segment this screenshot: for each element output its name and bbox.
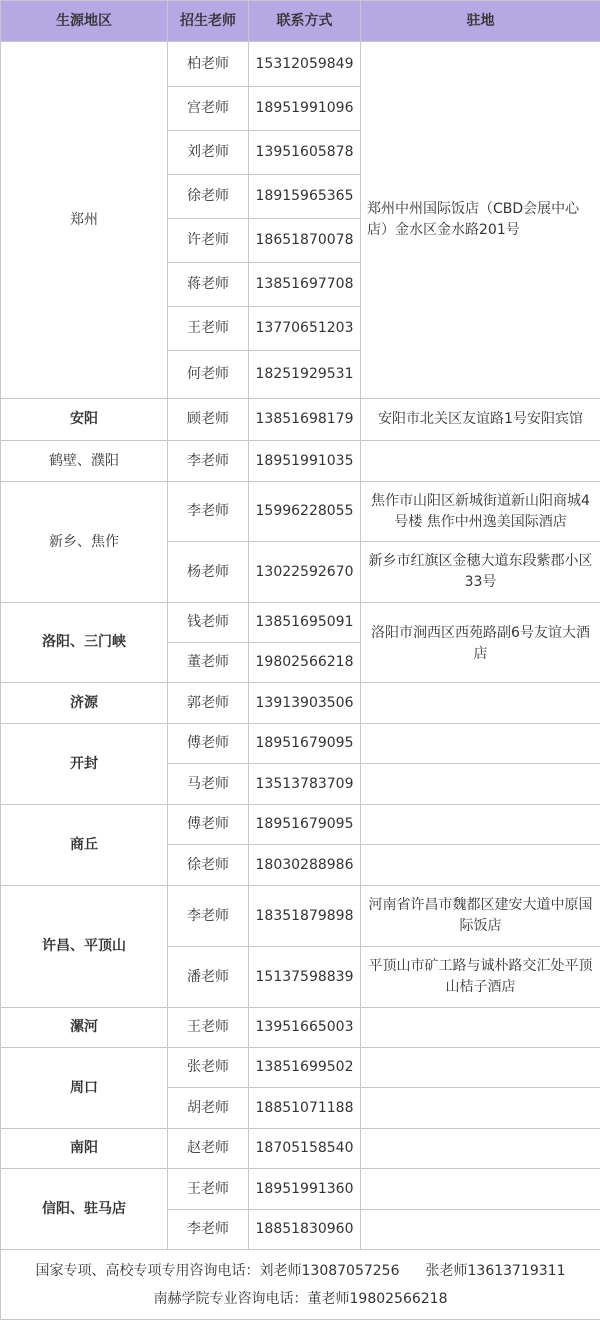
- teacher-cell: 柏老师: [168, 42, 249, 87]
- table-row: [1, 1129, 600, 1169]
- header-phone: 联系方式: [249, 1, 361, 42]
- phone-cell: 15996228055: [249, 482, 361, 542]
- notes-cell: [1, 1250, 600, 1320]
- region-cell: 开封: [1, 724, 168, 805]
- address-cell: [361, 764, 600, 805]
- table-row: [1, 441, 600, 482]
- address-cell: [361, 1129, 600, 1169]
- phone-cell: 18651870078: [249, 219, 361, 263]
- region-cell: 安阳: [1, 399, 168, 441]
- header-teacher: 招生老师: [168, 1, 249, 42]
- phone-cell: 13851695091: [249, 603, 361, 643]
- address-cell: 郑州中州国际饭店（CBD会展中心店）金水区金水路201号: [361, 42, 600, 399]
- address-cell: [361, 724, 600, 764]
- phone-cell: 18951679095: [249, 724, 361, 764]
- teacher-cell: 胡老师: [168, 1088, 249, 1129]
- table-row: [1, 1169, 600, 1210]
- phone-cell: 15137598839: [249, 947, 361, 1008]
- special-consult-line: [5, 1257, 596, 1285]
- teacher-cell: 董老师: [168, 643, 249, 683]
- teacher-cell: 傅老师: [168, 724, 249, 764]
- phone-cell: 13770651203: [249, 307, 361, 351]
- teacher-cell: 李老师: [168, 1210, 249, 1250]
- table-header-row: [1, 1, 600, 42]
- table-row: [1, 1048, 600, 1088]
- table-row: [1, 482, 600, 542]
- region-cell: 漯河: [1, 1008, 168, 1048]
- table-row: [1, 399, 600, 441]
- teacher-cell: 王老师: [168, 1008, 249, 1048]
- teacher-cell: 李老师: [168, 441, 249, 482]
- region-cell: 郑州: [1, 42, 168, 399]
- table-row: [1, 683, 600, 724]
- phone-cell: 18351879898: [249, 886, 361, 947]
- teacher-cell: 徐老师: [168, 845, 249, 886]
- phone-cell: 18951679095: [249, 805, 361, 845]
- special-consult-text-b: 张老师13613719311: [425, 1262, 566, 1279]
- phone-cell: 13951665003: [249, 1008, 361, 1048]
- teacher-cell: 杨老师: [168, 542, 249, 603]
- region-cell: 济源: [1, 683, 168, 724]
- address-cell: [361, 683, 600, 724]
- region-cell: 信阳、驻马店: [1, 1169, 168, 1250]
- phone-cell: 18030288986: [249, 845, 361, 886]
- phone-cell: 13913903506: [249, 683, 361, 724]
- header-address: 驻地: [361, 1, 600, 42]
- table-row: [1, 42, 600, 87]
- teacher-cell: 刘老师: [168, 131, 249, 175]
- teacher-cell: 许老师: [168, 219, 249, 263]
- phone-cell: 18951991035: [249, 441, 361, 482]
- region-cell: 南阳: [1, 1129, 168, 1169]
- phone-cell: 13851699502: [249, 1048, 361, 1088]
- region-cell: 周口: [1, 1048, 168, 1129]
- teacher-cell: 蒋老师: [168, 263, 249, 307]
- teacher-cell: 钱老师: [168, 603, 249, 643]
- address-cell: 河南省许昌市魏都区建安大道中原国际饭店: [361, 886, 600, 947]
- address-cell: [361, 805, 600, 845]
- teacher-cell: 宫老师: [168, 87, 249, 131]
- phone-cell: 13513783709: [249, 764, 361, 805]
- phone-cell: 13951605878: [249, 131, 361, 175]
- nanhe-consult-line: 南赫学院专业咨询电话：董老师19802566218: [153, 1290, 448, 1307]
- phone-cell: 18705158540: [249, 1129, 361, 1169]
- teacher-cell: 马老师: [168, 764, 249, 805]
- teacher-cell: 张老师: [168, 1048, 249, 1088]
- phone-cell: 13851698179: [249, 399, 361, 441]
- address-cell: 洛阳市涧西区西苑路副6号友谊大酒店: [361, 603, 600, 683]
- teacher-cell: 李老师: [168, 482, 249, 542]
- teacher-cell: 郭老师: [168, 683, 249, 724]
- address-cell: 安阳市北关区友谊路1号安阳宾馆: [361, 399, 600, 441]
- teacher-cell: 顾老师: [168, 399, 249, 441]
- address-cell: [361, 1008, 600, 1048]
- region-cell: 洛阳、三门峡: [1, 603, 168, 683]
- phone-cell: 18851830960: [249, 1210, 361, 1250]
- phone-cell: 13022592670: [249, 542, 361, 603]
- region-cell: 商丘: [1, 805, 168, 886]
- teacher-cell: 傅老师: [168, 805, 249, 845]
- teacher-cell: 徐老师: [168, 175, 249, 219]
- phone-cell: 18951991360: [249, 1169, 361, 1210]
- phone-cell: 18951991096: [249, 87, 361, 131]
- teacher-cell: 李老师: [168, 886, 249, 947]
- phone-cell: 19802566218: [249, 643, 361, 683]
- address-cell: [361, 441, 600, 482]
- address-cell: 平顶山市矿工路与诚朴路交汇处平顶山桔子酒店: [361, 947, 600, 1008]
- phone-cell: 18851071188: [249, 1088, 361, 1129]
- teacher-cell: 何老师: [168, 351, 249, 399]
- address-cell: [361, 1169, 600, 1210]
- address-cell: 焦作市山阳区新城街道新山阳商城4号楼 焦作中州逸美国际酒店: [361, 482, 600, 542]
- header-region: 生源地区: [1, 1, 168, 42]
- region-cell: 许昌、平顶山: [1, 886, 168, 1008]
- table-row: [1, 805, 600, 845]
- address-cell: [361, 1210, 600, 1250]
- phone-cell: 18251929531: [249, 351, 361, 399]
- address-cell: [361, 845, 600, 886]
- phone-cell: 18915965365: [249, 175, 361, 219]
- table-row: [1, 886, 600, 947]
- phone-cell: 13851697708: [249, 263, 361, 307]
- region-cell: 新乡、焦作: [1, 482, 168, 603]
- region-cell: 鹤壁、濮阳: [1, 441, 168, 482]
- teacher-cell: 王老师: [168, 1169, 249, 1210]
- notes-row: [1, 1250, 600, 1320]
- address-cell: [361, 1088, 600, 1129]
- table-row: [1, 724, 600, 764]
- address-cell: [361, 1048, 600, 1088]
- special-consult-text-a: 国家专项、高校专项专用咨询电话：刘老师13087057256: [35, 1262, 400, 1279]
- teacher-cell: 王老师: [168, 307, 249, 351]
- table-row: [1, 1008, 600, 1048]
- teacher-cell: 潘老师: [168, 947, 249, 1008]
- address-cell: 新乡市红旗区金穗大道东段紫郡小区33号: [361, 542, 600, 603]
- teacher-cell: 赵老师: [168, 1129, 249, 1169]
- phone-cell: 15312059849: [249, 42, 361, 87]
- table-row: [1, 603, 600, 643]
